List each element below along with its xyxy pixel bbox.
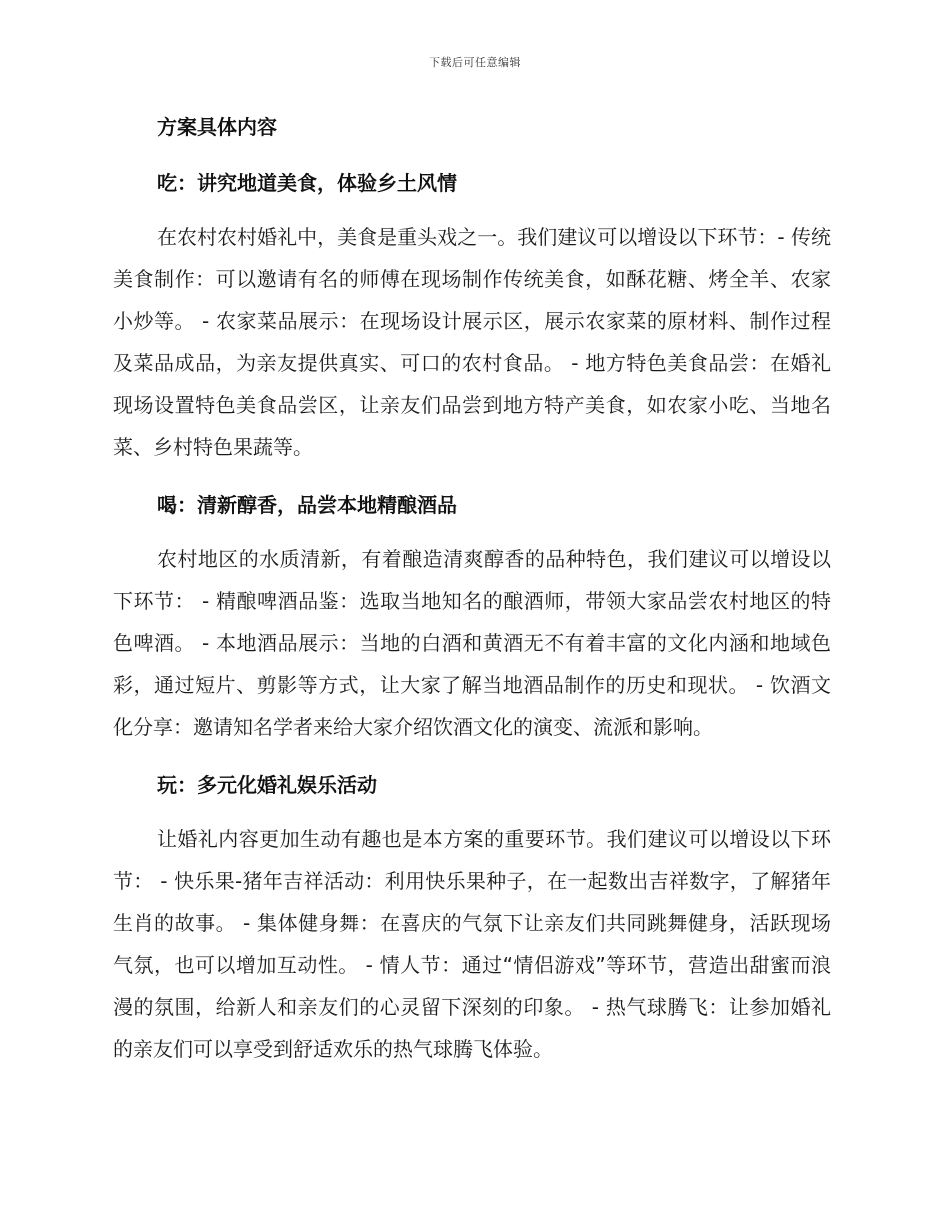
document-title: 方案具体内容 — [157, 115, 277, 139]
section-body-drink: 农村地区的水质清新，有着酿造清爽醇香的品种特色，我们建议可以增设以下环节： - 精酿啤酒品鉴：选取当地知名的酿酒师，带领大家品尝农村地区的特色啤酒。 - 本地酒品展示：当地的白酒和黄酒无不有着丰富的文化内涵和地域色彩，通过短片、剪影等方式，让大家了解当地酒品制作的历史和现状。 - 饮酒文化分享：邀请知名学者来给大家介绍饮酒文化的演变、流派和影响。 — [113, 547, 831, 739]
section-heading-play: 玩：多元化婚礼娱乐活动 — [157, 773, 377, 797]
section-heading-eat: 吃：讲究地道美食，体验乡土风情 — [157, 171, 457, 195]
section-heading-drink: 喝：清新醇香，品尝本地精酿酒品 — [157, 493, 457, 517]
section-body-play: 让婚礼内容更加生动有趣也是本方案的重要环节。我们建议可以增设以下环节： - 快乐果-猪年吉祥活动：利用快乐果种子，在一起数出吉祥数字，了解猪年生肖的故事。 - 集体健身舞：在喜庆的气氛下让亲友们共同跳舞健身，活跃现场气氛，也可以增加互动性。 - 情人节：通过“情侣游戏”等环节，营造出甜蜜而浪漫的氛围，给新人和亲友们的心灵留下深刻的印象。 - 热气球腾飞：让参加婚礼的亲友们可以享受到舒适欢乐的热气球腾飞体验。 — [113, 827, 831, 1061]
section-body-eat: 在农村农村婚礼中，美食是重头戏之一。我们建议可以增设以下环节：- 传统美食制作：可以邀请有名的师傅在现场制作传统美食，如酥花糖、烤全羊、农家小炒等。 - 农家菜品展示：在现场设计展示区，展示农家菜的原材料、制作过程及菜品成品，为亲友提供真实、可口的农村食品。 - 地方特色美食品尝：在婚礼现场设置特色美食品尝区，让亲友们品尝到地方特产美食，如农家小吃、当地名菜、乡村特色果蔬等。 — [113, 225, 831, 459]
document-content — [113, 110, 831, 1090]
header-note: 下载后可任意编辑 — [429, 56, 521, 69]
